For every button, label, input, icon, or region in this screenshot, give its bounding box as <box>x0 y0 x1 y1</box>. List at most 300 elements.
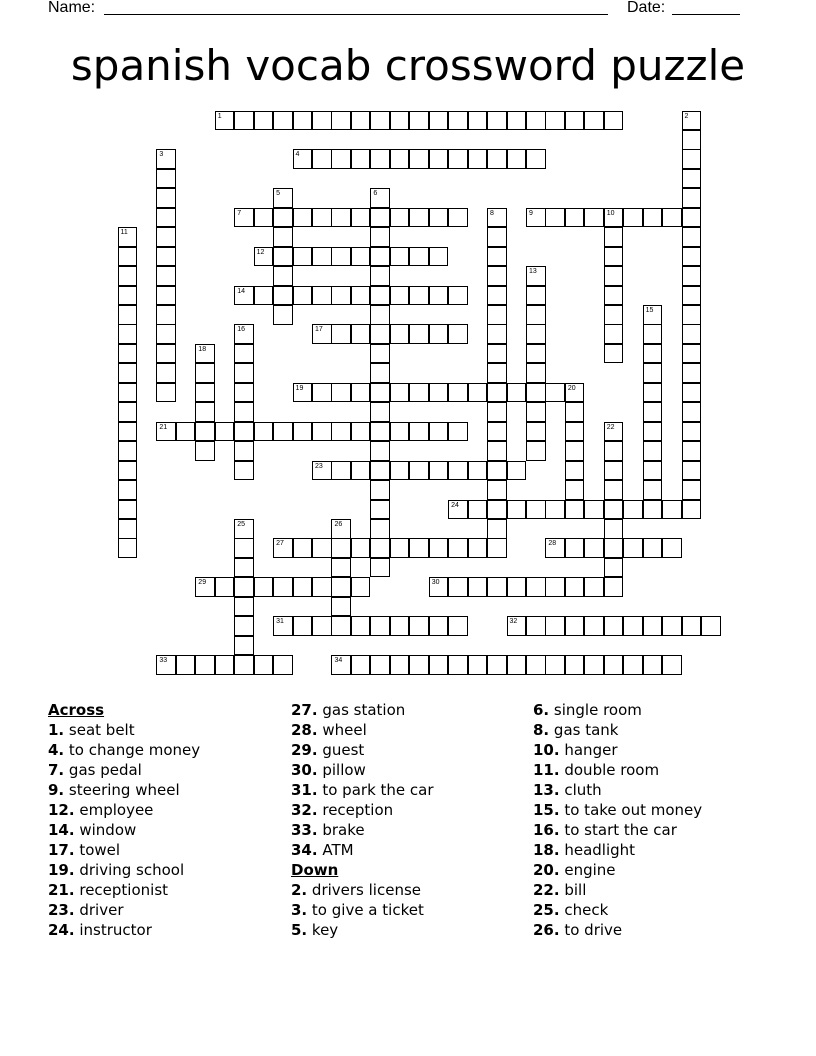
crossword-cell[interactable] <box>643 538 663 558</box>
crossword-cell[interactable] <box>682 130 702 150</box>
crossword-cell[interactable] <box>370 480 390 500</box>
crossword-cell[interactable] <box>487 324 507 344</box>
crossword-cell[interactable] <box>409 208 429 228</box>
crossword-cell[interactable] <box>312 111 332 131</box>
crossword-cell[interactable] <box>448 500 468 520</box>
crossword-cell[interactable] <box>429 149 449 169</box>
crossword-cell[interactable] <box>234 538 254 558</box>
crossword-cell[interactable] <box>156 227 176 247</box>
crossword-cell[interactable] <box>623 500 643 520</box>
crossword-cell[interactable] <box>331 461 351 481</box>
crossword-cell[interactable] <box>487 344 507 364</box>
crossword-cell[interactable] <box>293 149 313 169</box>
crossword-cell[interactable] <box>351 286 371 306</box>
crossword-cell[interactable] <box>234 324 254 344</box>
crossword-cell[interactable] <box>390 538 410 558</box>
crossword-cell[interactable] <box>234 597 254 617</box>
crossword-cell[interactable] <box>565 422 585 442</box>
crossword-cell[interactable] <box>351 616 371 636</box>
crossword-cell[interactable] <box>468 111 488 131</box>
crossword-cell[interactable] <box>118 480 138 500</box>
crossword-cell[interactable] <box>234 616 254 636</box>
crossword-cell[interactable] <box>526 363 546 383</box>
crossword-cell[interactable] <box>604 422 624 442</box>
crossword-cell[interactable] <box>604 266 624 286</box>
crossword-cell[interactable] <box>331 324 351 344</box>
crossword-cell[interactable] <box>429 383 449 403</box>
crossword-cell[interactable] <box>643 305 663 325</box>
crossword-cell[interactable] <box>604 461 624 481</box>
crossword-cell[interactable] <box>390 247 410 267</box>
crossword-cell[interactable] <box>487 149 507 169</box>
crossword-cell[interactable] <box>468 149 488 169</box>
crossword-cell[interactable] <box>429 286 449 306</box>
crossword-cell[interactable] <box>701 616 721 636</box>
crossword-cell[interactable] <box>370 500 390 520</box>
crossword-cell[interactable] <box>448 538 468 558</box>
crossword-cell[interactable] <box>507 655 527 675</box>
crossword-cell[interactable] <box>682 383 702 403</box>
crossword-cell[interactable] <box>195 655 215 675</box>
crossword-cell[interactable] <box>623 616 643 636</box>
crossword-cell[interactable] <box>331 383 351 403</box>
crossword-cell[interactable] <box>565 616 585 636</box>
crossword-cell[interactable] <box>448 461 468 481</box>
crossword-cell[interactable] <box>662 500 682 520</box>
crossword-cell[interactable] <box>215 655 235 675</box>
crossword-cell[interactable] <box>273 208 293 228</box>
crossword-cell[interactable] <box>565 480 585 500</box>
crossword-cell[interactable] <box>565 208 585 228</box>
crossword-cell[interactable] <box>604 111 624 131</box>
crossword-cell[interactable] <box>526 441 546 461</box>
crossword-cell[interactable] <box>643 480 663 500</box>
crossword-cell[interactable] <box>215 577 235 597</box>
crossword-cell[interactable] <box>370 461 390 481</box>
crossword-cell[interactable] <box>468 500 488 520</box>
crossword-cell[interactable] <box>312 208 332 228</box>
crossword-cell[interactable] <box>487 500 507 520</box>
crossword-cell[interactable] <box>526 422 546 442</box>
crossword-cell[interactable] <box>545 383 565 403</box>
crossword-cell[interactable] <box>545 616 565 636</box>
crossword-cell[interactable] <box>156 247 176 267</box>
crossword-cell[interactable] <box>643 363 663 383</box>
crossword-cell[interactable] <box>507 577 527 597</box>
crossword-cell[interactable] <box>254 208 274 228</box>
crossword-cell[interactable] <box>526 344 546 364</box>
crossword-cell[interactable] <box>331 422 351 442</box>
crossword-cell[interactable] <box>195 441 215 461</box>
crossword-cell[interactable] <box>487 480 507 500</box>
crossword-cell[interactable] <box>448 655 468 675</box>
crossword-cell[interactable] <box>234 383 254 403</box>
crossword-cell[interactable] <box>487 227 507 247</box>
crossword-cell[interactable] <box>331 538 351 558</box>
crossword-cell[interactable] <box>545 655 565 675</box>
crossword-cell[interactable] <box>156 655 176 675</box>
crossword-cell[interactable] <box>156 149 176 169</box>
crossword-cell[interactable] <box>565 441 585 461</box>
crossword-cell[interactable] <box>234 636 254 656</box>
crossword-cell[interactable] <box>118 227 138 247</box>
crossword-cell[interactable] <box>331 577 351 597</box>
crossword-cell[interactable] <box>584 616 604 636</box>
crossword-cell[interactable] <box>312 577 332 597</box>
crossword-cell[interactable] <box>487 402 507 422</box>
crossword-cell[interactable] <box>234 461 254 481</box>
crossword-cell[interactable] <box>331 655 351 675</box>
crossword-cell[interactable] <box>448 286 468 306</box>
crossword-cell[interactable] <box>273 111 293 131</box>
crossword-cell[interactable] <box>118 402 138 422</box>
crossword-cell[interactable] <box>293 247 313 267</box>
crossword-cell[interactable] <box>273 266 293 286</box>
crossword-cell[interactable] <box>195 402 215 422</box>
crossword-cell[interactable] <box>351 247 371 267</box>
crossword-cell[interactable] <box>273 538 293 558</box>
crossword-cell[interactable] <box>273 247 293 267</box>
crossword-cell[interactable] <box>682 188 702 208</box>
crossword-cell[interactable] <box>312 286 332 306</box>
crossword-cell[interactable] <box>468 461 488 481</box>
crossword-cell[interactable] <box>526 286 546 306</box>
crossword-cell[interactable] <box>487 538 507 558</box>
crossword-cell[interactable] <box>604 538 624 558</box>
crossword-cell[interactable] <box>584 111 604 131</box>
crossword-cell[interactable] <box>370 558 390 578</box>
crossword-cell[interactable] <box>195 344 215 364</box>
crossword-cell[interactable] <box>643 441 663 461</box>
crossword-cell[interactable] <box>234 363 254 383</box>
crossword-cell[interactable] <box>234 286 254 306</box>
crossword-cell[interactable] <box>370 383 390 403</box>
crossword-cell[interactable] <box>409 324 429 344</box>
crossword-cell[interactable] <box>448 149 468 169</box>
crossword-cell[interactable] <box>604 577 624 597</box>
crossword-cell[interactable] <box>623 208 643 228</box>
crossword-cell[interactable] <box>156 266 176 286</box>
crossword-cell[interactable] <box>370 208 390 228</box>
crossword-cell[interactable] <box>409 149 429 169</box>
crossword-cell[interactable] <box>448 577 468 597</box>
crossword-cell[interactable] <box>565 383 585 403</box>
crossword-cell[interactable] <box>682 344 702 364</box>
crossword-cell[interactable] <box>370 286 390 306</box>
crossword-cell[interactable] <box>604 208 624 228</box>
crossword-cell[interactable] <box>254 111 274 131</box>
crossword-cell[interactable] <box>390 461 410 481</box>
crossword-cell[interactable] <box>118 344 138 364</box>
crossword-cell[interactable] <box>331 149 351 169</box>
crossword-cell[interactable] <box>526 324 546 344</box>
crossword-cell[interactable] <box>468 577 488 597</box>
crossword-cell[interactable] <box>293 422 313 442</box>
crossword-cell[interactable] <box>565 500 585 520</box>
crossword-cell[interactable] <box>682 363 702 383</box>
crossword-cell[interactable] <box>604 616 624 636</box>
crossword-cell[interactable] <box>370 188 390 208</box>
crossword-cell[interactable] <box>234 577 254 597</box>
crossword-cell[interactable] <box>682 266 702 286</box>
crossword-cell[interactable] <box>643 422 663 442</box>
crossword-cell[interactable] <box>448 616 468 636</box>
crossword-cell[interactable] <box>584 655 604 675</box>
crossword-cell[interactable] <box>195 383 215 403</box>
crossword-cell[interactable] <box>293 383 313 403</box>
crossword-cell[interactable] <box>409 383 429 403</box>
crossword-cell[interactable] <box>370 616 390 636</box>
crossword-cell[interactable] <box>254 655 274 675</box>
crossword-cell[interactable] <box>682 461 702 481</box>
crossword-cell[interactable] <box>351 149 371 169</box>
crossword-cell[interactable] <box>351 461 371 481</box>
crossword-cell[interactable] <box>312 461 332 481</box>
crossword-cell[interactable] <box>487 461 507 481</box>
crossword-cell[interactable] <box>351 111 371 131</box>
crossword-cell[interactable] <box>254 247 274 267</box>
crossword-cell[interactable] <box>545 111 565 131</box>
crossword-cell[interactable] <box>156 363 176 383</box>
crossword-cell[interactable] <box>370 344 390 364</box>
crossword-cell[interactable] <box>409 655 429 675</box>
crossword-cell[interactable] <box>156 188 176 208</box>
crossword-cell[interactable] <box>234 344 254 364</box>
crossword-cell[interactable] <box>118 324 138 344</box>
crossword-cell[interactable] <box>118 266 138 286</box>
crossword-cell[interactable] <box>118 363 138 383</box>
crossword-cell[interactable] <box>118 500 138 520</box>
crossword-cell[interactable] <box>604 305 624 325</box>
crossword-cell[interactable] <box>351 208 371 228</box>
crossword-cell[interactable] <box>234 441 254 461</box>
crossword-cell[interactable] <box>370 266 390 286</box>
crossword-cell[interactable] <box>643 616 663 636</box>
crossword-cell[interactable] <box>293 208 313 228</box>
crossword-cell[interactable] <box>390 616 410 636</box>
crossword-cell[interactable] <box>526 208 546 228</box>
crossword-cell[interactable] <box>487 655 507 675</box>
crossword-cell[interactable] <box>118 461 138 481</box>
crossword-cell[interactable] <box>604 247 624 267</box>
crossword-cell[interactable] <box>312 616 332 636</box>
crossword-cell[interactable] <box>273 577 293 597</box>
crossword-cell[interactable] <box>643 324 663 344</box>
crossword-cell[interactable] <box>156 344 176 364</box>
crossword-cell[interactable] <box>390 655 410 675</box>
crossword-cell[interactable] <box>565 111 585 131</box>
crossword-cell[interactable] <box>643 383 663 403</box>
crossword-cell[interactable] <box>487 208 507 228</box>
crossword-cell[interactable] <box>351 324 371 344</box>
crossword-cell[interactable] <box>331 616 351 636</box>
crossword-cell[interactable] <box>604 344 624 364</box>
crossword-cell[interactable] <box>623 538 643 558</box>
crossword-cell[interactable] <box>156 383 176 403</box>
crossword-cell[interactable] <box>623 655 643 675</box>
crossword-cell[interactable] <box>662 655 682 675</box>
crossword-cell[interactable] <box>682 208 702 228</box>
crossword-cell[interactable] <box>448 422 468 442</box>
crossword-cell[interactable] <box>118 247 138 267</box>
crossword-cell[interactable] <box>118 305 138 325</box>
crossword-cell[interactable] <box>331 208 351 228</box>
crossword-cell[interactable] <box>331 247 351 267</box>
crossword-cell[interactable] <box>293 577 313 597</box>
crossword-cell[interactable] <box>176 655 196 675</box>
crossword-cell[interactable] <box>409 616 429 636</box>
crossword-cell[interactable] <box>409 286 429 306</box>
crossword-cell[interactable] <box>390 286 410 306</box>
crossword-cell[interactable] <box>370 111 390 131</box>
crossword-cell[interactable] <box>545 500 565 520</box>
crossword-cell[interactable] <box>429 324 449 344</box>
crossword-cell[interactable] <box>584 538 604 558</box>
crossword-cell[interactable] <box>487 577 507 597</box>
crossword-cell[interactable] <box>545 577 565 597</box>
crossword-cell[interactable] <box>429 111 449 131</box>
crossword-cell[interactable] <box>118 538 138 558</box>
crossword-cell[interactable] <box>565 461 585 481</box>
crossword-cell[interactable] <box>429 538 449 558</box>
crossword-cell[interactable] <box>273 227 293 247</box>
crossword-cell[interactable] <box>507 383 527 403</box>
crossword-cell[interactable] <box>118 519 138 539</box>
crossword-cell[interactable] <box>409 461 429 481</box>
crossword-cell[interactable] <box>487 286 507 306</box>
crossword-cell[interactable] <box>234 422 254 442</box>
crossword-cell[interactable] <box>273 616 293 636</box>
crossword-cell[interactable] <box>351 577 371 597</box>
crossword-cell[interactable] <box>643 655 663 675</box>
crossword-cell[interactable] <box>215 111 235 131</box>
crossword-cell[interactable] <box>370 305 390 325</box>
crossword-cell[interactable] <box>370 441 390 461</box>
crossword-cell[interactable] <box>370 538 390 558</box>
crossword-cell[interactable] <box>682 169 702 189</box>
crossword-cell[interactable] <box>156 208 176 228</box>
crossword-cell[interactable] <box>448 208 468 228</box>
crossword-cell[interactable] <box>682 247 702 267</box>
crossword-cell[interactable] <box>118 286 138 306</box>
crossword-cell[interactable] <box>604 500 624 520</box>
crossword-cell[interactable] <box>293 616 313 636</box>
crossword-cell[interactable] <box>682 500 702 520</box>
crossword-cell[interactable] <box>682 149 702 169</box>
crossword-cell[interactable] <box>273 422 293 442</box>
crossword-cell[interactable] <box>409 247 429 267</box>
crossword-cell[interactable] <box>195 363 215 383</box>
crossword-cell[interactable] <box>331 286 351 306</box>
crossword-cell[interactable] <box>273 305 293 325</box>
crossword-cell[interactable] <box>254 577 274 597</box>
crossword-cell[interactable] <box>273 286 293 306</box>
crossword-cell[interactable] <box>662 208 682 228</box>
crossword-cell[interactable] <box>409 538 429 558</box>
crossword-cell[interactable] <box>156 422 176 442</box>
crossword-cell[interactable] <box>118 422 138 442</box>
crossword-cell[interactable] <box>195 422 215 442</box>
crossword-cell[interactable] <box>370 363 390 383</box>
crossword-cell[interactable] <box>448 383 468 403</box>
crossword-cell[interactable] <box>156 169 176 189</box>
crossword-cell[interactable] <box>545 208 565 228</box>
crossword-cell[interactable] <box>331 558 351 578</box>
crossword-cell[interactable] <box>331 111 351 131</box>
crossword-cell[interactable] <box>293 538 313 558</box>
crossword-cell[interactable] <box>604 558 624 578</box>
crossword-cell[interactable] <box>487 247 507 267</box>
crossword-cell[interactable] <box>604 655 624 675</box>
crossword-cell[interactable] <box>682 305 702 325</box>
crossword-cell[interactable] <box>390 383 410 403</box>
crossword-cell[interactable] <box>662 538 682 558</box>
crossword-cell[interactable] <box>526 655 546 675</box>
crossword-cell[interactable] <box>390 324 410 344</box>
crossword-cell[interactable] <box>254 286 274 306</box>
crossword-cell[interactable] <box>526 577 546 597</box>
crossword-cell[interactable] <box>331 519 351 539</box>
crossword-cell[interactable] <box>682 227 702 247</box>
crossword-cell[interactable] <box>215 422 235 442</box>
crossword-cell[interactable] <box>390 111 410 131</box>
crossword-cell[interactable] <box>487 383 507 403</box>
crossword-cell[interactable] <box>682 324 702 344</box>
crossword-cell[interactable] <box>584 577 604 597</box>
crossword-cell[interactable] <box>351 655 371 675</box>
crossword-cell[interactable] <box>429 208 449 228</box>
crossword-cell[interactable] <box>507 616 527 636</box>
crossword-cell[interactable] <box>234 558 254 578</box>
crossword-cell[interactable] <box>487 441 507 461</box>
crossword-cell[interactable] <box>351 422 371 442</box>
crossword-cell[interactable] <box>409 111 429 131</box>
crossword-cell[interactable] <box>370 519 390 539</box>
crossword-cell[interactable] <box>312 383 332 403</box>
crossword-cell[interactable] <box>565 402 585 422</box>
crossword-cell[interactable] <box>273 655 293 675</box>
crossword-cell[interactable] <box>682 286 702 306</box>
crossword-cell[interactable] <box>156 324 176 344</box>
crossword-cell[interactable] <box>273 188 293 208</box>
crossword-cell[interactable] <box>370 402 390 422</box>
crossword-cell[interactable] <box>643 344 663 364</box>
crossword-cell[interactable] <box>604 324 624 344</box>
crossword-cell[interactable] <box>682 402 702 422</box>
crossword-cell[interactable] <box>390 422 410 442</box>
crossword-cell[interactable] <box>195 577 215 597</box>
crossword-cell[interactable] <box>565 538 585 558</box>
crossword-cell[interactable] <box>526 305 546 325</box>
crossword-cell[interactable] <box>526 266 546 286</box>
crossword-cell[interactable] <box>526 383 546 403</box>
crossword-cell[interactable] <box>643 208 663 228</box>
crossword-cell[interactable] <box>234 519 254 539</box>
crossword-cell[interactable] <box>448 324 468 344</box>
crossword-cell[interactable] <box>234 655 254 675</box>
crossword-cell[interactable] <box>429 461 449 481</box>
crossword-cell[interactable] <box>545 538 565 558</box>
crossword-cell[interactable] <box>370 227 390 247</box>
crossword-cell[interactable] <box>254 422 274 442</box>
crossword-cell[interactable] <box>604 441 624 461</box>
crossword-cell[interactable] <box>507 500 527 520</box>
crossword-cell[interactable] <box>370 324 390 344</box>
crossword-cell[interactable] <box>390 208 410 228</box>
crossword-cell[interactable] <box>370 422 390 442</box>
crossword-cell[interactable] <box>390 149 410 169</box>
crossword-cell[interactable] <box>118 441 138 461</box>
